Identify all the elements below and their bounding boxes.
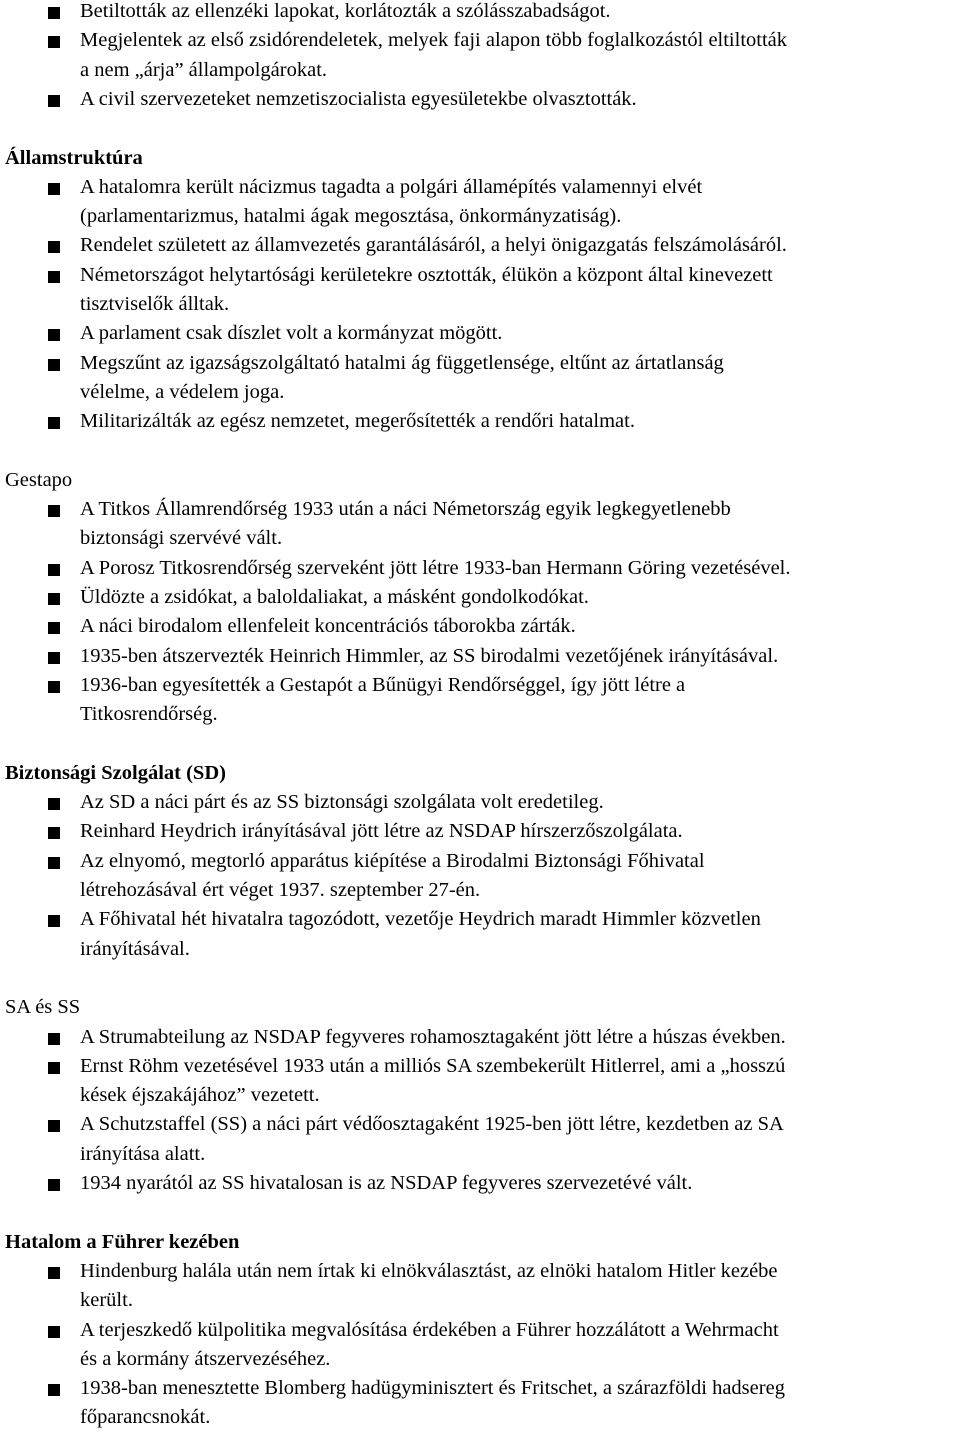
square-bullet-icon [48, 7, 60, 19]
square-bullet-icon [48, 359, 60, 371]
bullet-text: létrehozásával ért véget 1937. szeptember 27-én. [80, 879, 481, 901]
bullet-text: és a kormány átszervezéséhez. [80, 1347, 331, 1370]
bullet-text: A parlament csak díszlet volt a kormányzat mögött. [80, 322, 503, 345]
square-bullet-icon [48, 1179, 60, 1191]
square-bullet-icon [48, 36, 60, 48]
bullet-text: vélelme, a védelem joga. [80, 380, 285, 403]
square-bullet-icon [48, 1384, 60, 1396]
bullet-text: került. [80, 1289, 133, 1312]
bullet-text: irányítása alatt. [80, 1142, 206, 1165]
square-bullet-icon [48, 1033, 60, 1045]
bullet-text: A hatalomra került nácizmus tagadta a polgári államépítés valamennyi elvét [80, 175, 703, 198]
square-bullet-icon [48, 681, 60, 693]
bullet-text: 1934 nyarától az SS hivatalosan is az NSDAP fegyveres szervezetévé vált. [80, 1172, 693, 1194]
square-bullet-icon [48, 505, 60, 517]
square-bullet-icon [48, 827, 60, 839]
bullet-text: főparancsnokát. [80, 1406, 211, 1429]
bullet-text: 1938-ban menesztette Blomberg hadügyminisztert és Fritschet, a szárazföldi hadsereg [80, 1377, 785, 1400]
bullet-text: Militarizálták az egész nemzetet, megerősítették a rendőri hatalmat. [80, 410, 635, 433]
square-bullet-icon [48, 1062, 60, 1074]
square-bullet-icon [48, 183, 60, 195]
square-bullet-icon [48, 593, 60, 605]
bullet-text: Megjelentek az első zsidórendeletek, melyek faji alapon több foglalkozástól eltiltották [80, 29, 788, 52]
bullet-text: irányításával. [80, 937, 190, 960]
bullet-text: 1935-ben átszervezték Heinrich Himmler, az SS birodalmi vezetőjének irányításával. [80, 644, 779, 667]
section-heading-text: Államstruktúra [5, 146, 143, 169]
bullet-text: A náci birodalom ellenfeleit koncentrációs táborokba zárták. [80, 615, 576, 638]
section-heading-text: Biztonsági Szolgálat (SD) [5, 761, 226, 784]
square-bullet-icon [48, 329, 60, 341]
bullet-text: Üldözte a zsidókat, a baloldaliakat, a másként gondolkodókat. [80, 586, 589, 608]
bullet-text: A Porosz Titkosrendőrség szerveként jött létre 1933-ban Hermann Göring vezetésével. [80, 556, 791, 579]
bullet-text: Az elnyomó, megtorló apparátus kiépítése a Birodalmi Biztonsági Főhivatal [80, 849, 705, 872]
bullet-text: A terjeszkedő külpolitika megvalósítása érdekében a Führer hozzálátott a Wehrmacht [80, 1318, 779, 1341]
bullet-text: (parlamentarizmus, hatalmi ágak megosztása, önkormányzatiság). [80, 205, 622, 228]
section-heading-text: Hatalom a Führer kezében [5, 1230, 240, 1253]
square-bullet-icon [48, 95, 60, 107]
bullet-text: A Strumabteilung az NSDAP fegyveres rohamosztagaként jött létre a húszas években. [80, 1025, 786, 1048]
bullet-text: A Főhivatal hét hivatalra tagozódott, vezetője Heydrich maradt Himmler közvetlen [80, 908, 761, 931]
square-bullet-icon [48, 622, 60, 634]
bullet-text: tisztviselők álltak. [80, 293, 230, 315]
square-bullet-icon [48, 652, 60, 664]
bullet-text: Titkosrendőrség. [80, 703, 218, 726]
square-bullet-icon [48, 241, 60, 253]
square-bullet-icon [48, 857, 60, 869]
section-heading-text: Gestapo [5, 468, 73, 491]
bullet-text: A Schutzstaffel (SS) a náci párt védőosztagaként 1925-ben jött létre, kezdetben az SA [80, 1113, 784, 1136]
bullet-text: biztonsági szervévé vált. [80, 527, 283, 550]
square-bullet-icon [48, 1120, 60, 1132]
square-bullet-icon [48, 1326, 60, 1338]
square-bullet-icon [48, 1267, 60, 1279]
bullet-text: Az SD a náci párt és az SS biztonsági szolgálata volt eredetileg. [80, 791, 604, 814]
bullet-text: 1936-ban egyesítették a Gestapót a Bűnügyi Rendőrséggel, így jött létre a [80, 673, 686, 696]
square-bullet-icon [48, 417, 60, 429]
bullet-text: Németországot helytartósági kerületekre osztották, élükön a központ által kinevezett [80, 263, 773, 286]
bullet-text: A civil szervezeteket nemzetiszocialista egyesületekbe olvasztották. [80, 87, 637, 110]
bullet-text: Reinhard Heydrich irányításával jött létre az NSDAP hírszerzőszolgálata. [80, 820, 683, 843]
bullet-text: Ernst Röhm vezetésével 1933 után a milliós SA szembekerült Hitlerrel, ami a „hosszú [80, 1054, 786, 1077]
bullet-text: a nem „árja” állampolgárokat. [80, 58, 328, 81]
bullet-text: Betiltották az ellenzéki lapokat, korlátozták a szólásszabadságot. [80, 0, 611, 22]
square-bullet-icon [48, 915, 60, 927]
bullet-text: Megszűnt az igazságszolgáltató hatalmi ág függetlensége, eltűnt az ártatlanság [80, 351, 724, 374]
square-bullet-icon [48, 564, 60, 576]
bullet-text: kések éjszakájához” vezetett. [80, 1084, 320, 1107]
bullet-text: Hindenburg halála után nem írtak ki elnökválasztást, az elnöki hatalom Hitler kezébe [80, 1259, 778, 1282]
bullet-text: Rendelet született az államvezetés garantálásáról, a helyi önigazgatás felszámolásáról. [80, 234, 787, 257]
square-bullet-icon [48, 798, 60, 810]
square-bullet-icon [48, 271, 60, 283]
section-heading-text: SA és SS [5, 996, 81, 1019]
bullet-text: A Titkos Államrendőrség 1933 után a náci Németország egyik legkegyetlenebb [80, 498, 731, 521]
